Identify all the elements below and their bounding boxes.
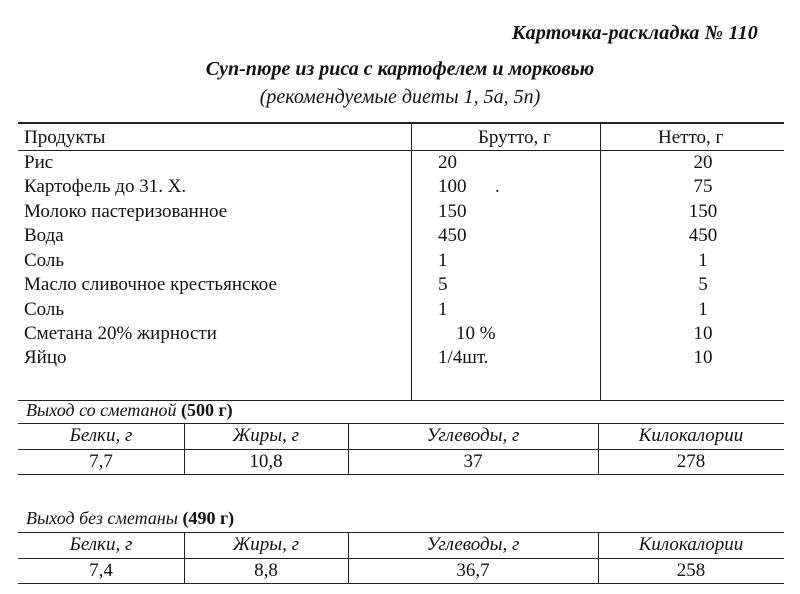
- row-product: Соль: [24, 250, 65, 271]
- value-fats: 8,8: [254, 560, 278, 581]
- yield-with-amount: (500 г): [181, 400, 233, 420]
- yield-without-label: [26, 508, 234, 529]
- row-product: Соль: [24, 299, 65, 320]
- row-product: Молоко пастеризованное: [24, 201, 228, 222]
- value-proteins: 7,7: [89, 451, 113, 472]
- row-product: Масло сливочное крестьянское: [24, 274, 277, 295]
- header-brutto: Брутто, г: [478, 127, 551, 148]
- row-netto: 75: [693, 176, 713, 197]
- row-netto: 1: [698, 299, 708, 320]
- diets-subtitle: (рекомендуемые диеты 1, 5а, 5п): [259, 86, 541, 108]
- row-brutto: 1: [438, 250, 448, 271]
- row-netto: 10: [693, 347, 713, 368]
- header-kcal: Килокалории: [638, 534, 744, 555]
- yield-without-table: [18, 532, 784, 584]
- row-netto: 5: [698, 274, 708, 295]
- header-divider: [18, 150, 784, 151]
- value-carbs: 36,7: [456, 560, 490, 581]
- value-kcal: 258: [676, 560, 706, 581]
- header-carbs: Углеводы, г: [426, 425, 520, 446]
- row-product: Яйцо: [24, 347, 67, 368]
- row-netto: 10: [693, 323, 713, 344]
- row-netto: 20: [693, 152, 713, 173]
- header-fats: Жиры, г: [232, 425, 300, 446]
- row-brutto: 1/4шт.: [438, 347, 489, 368]
- value-carbs: 37: [463, 451, 483, 472]
- products-table: [18, 122, 784, 401]
- row-netto: 150: [688, 201, 718, 222]
- yield-without-text: Выход без сметаны: [26, 508, 178, 528]
- yield-with-label: [26, 400, 233, 421]
- header-netto: Нетто, г: [658, 127, 724, 148]
- row-product: Сметана 20% жирности: [24, 323, 217, 344]
- row-brutto: 150: [438, 201, 467, 222]
- header-product: Продукты: [24, 127, 106, 148]
- yield-without-amount: (490 г): [182, 508, 235, 528]
- row-netto: 1: [698, 250, 708, 271]
- dish-title: Суп-пюре из риса с картофелем и морковью: [205, 58, 595, 80]
- row-product: Картофель до 31. Х.: [24, 176, 187, 197]
- row-brutto: 10 %: [456, 323, 496, 344]
- value-proteins: 7,4: [89, 560, 113, 581]
- header-kcal: Килокалории: [638, 425, 744, 446]
- header-proteins: Белки, г: [69, 425, 133, 446]
- card-title: Карточка-раскладка № 110: [511, 22, 758, 44]
- value-fats: 10,8: [249, 451, 283, 472]
- yield-with-text: Выход со сметаной: [26, 400, 177, 420]
- value-kcal: 278: [676, 451, 706, 472]
- row-brutto: 1: [438, 299, 448, 320]
- header-proteins: Белки, г: [69, 534, 133, 555]
- row-brutto: 5: [438, 274, 448, 295]
- row-product: Вода: [24, 225, 64, 246]
- header-fats: Жиры, г: [232, 534, 300, 555]
- row-brutto: 100 .: [438, 176, 500, 197]
- row-brutto: 20: [438, 152, 457, 173]
- row-brutto: 450: [438, 225, 467, 246]
- row-product: Рис: [24, 152, 54, 173]
- yield-with-table: [18, 423, 784, 475]
- column-divider: [411, 124, 412, 400]
- column-divider: [600, 124, 601, 400]
- header-carbs: Углеводы, г: [426, 534, 520, 555]
- row-netto: 450: [688, 225, 718, 246]
